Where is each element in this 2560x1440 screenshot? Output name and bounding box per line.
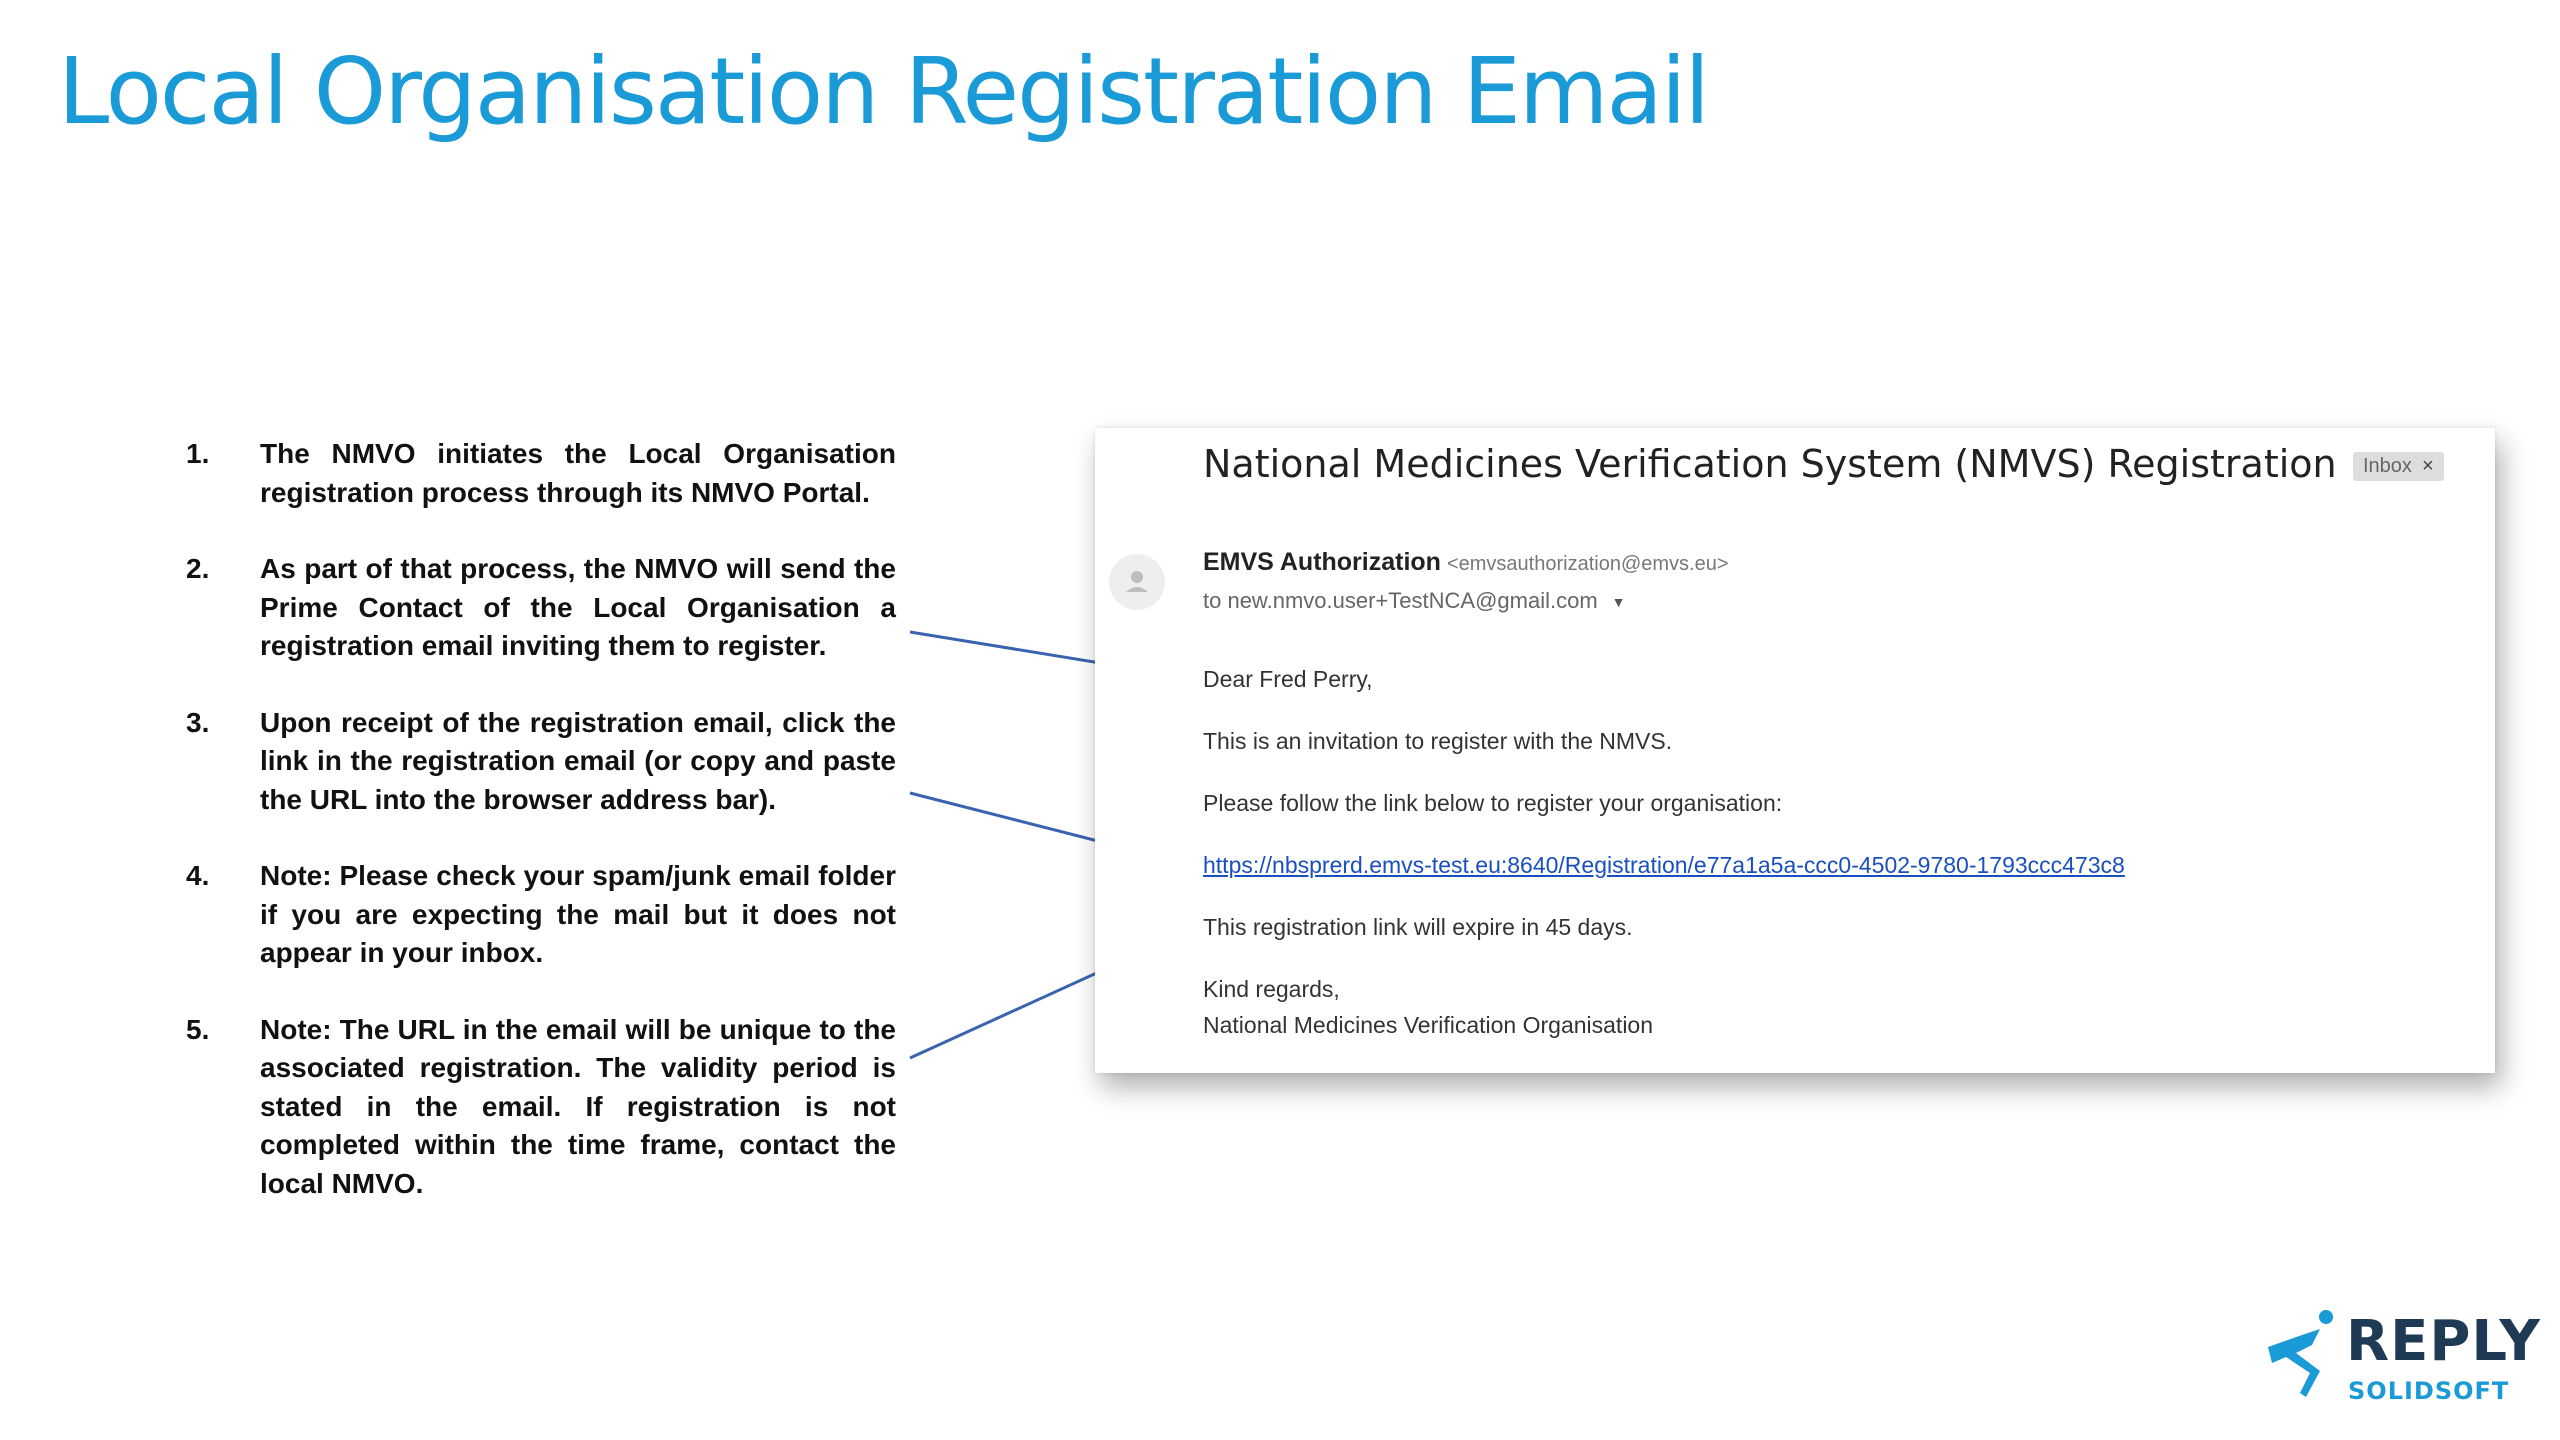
logo-subtitle: SOLIDSOFT xyxy=(2348,1377,2510,1405)
step-number: 4. xyxy=(186,860,210,891)
sender-name: EMVS Authorization xyxy=(1203,548,1441,576)
person-icon xyxy=(1109,554,1165,610)
inbox-label-badge[interactable] xyxy=(2353,452,2444,481)
email-closing: Kind regards, xyxy=(1203,976,1340,1002)
step-item xyxy=(186,857,896,973)
step-text: Upon receipt of the registration email, click the link in the registration email (or copy and paste the URL into the browser address bar). xyxy=(260,706,896,815)
sender-row xyxy=(1203,548,1729,577)
sender-email: <emvsauthorization@emvs.eu> xyxy=(1446,553,1729,575)
chevron-down-icon[interactable]: ▼ xyxy=(1611,594,1626,611)
close-icon[interactable]: × xyxy=(2421,455,2434,477)
step-item xyxy=(186,1011,896,1204)
reply-solidsoft-logo xyxy=(2262,1305,2542,1415)
email-expiry-note: This registration link will expire in 45 days. xyxy=(1203,914,1633,940)
step-text: Note: Please check your spam/junk email folder if you are expecting the mail but it does not appear in your inbox. xyxy=(260,860,896,968)
runner-logo-icon xyxy=(2262,1305,2348,1401)
step-number: 3. xyxy=(186,706,210,738)
email-screenshot xyxy=(1095,428,2495,1073)
step-number: 2. xyxy=(186,553,210,584)
email-intro: This is an invitation to register with the NMVS. xyxy=(1203,728,1673,754)
email-subject: National Medicines Verification System (NMVS) Registration xyxy=(1203,442,2337,486)
step-text: The NMVO initiates the Local Organisation registration process through its NMVO Portal. xyxy=(260,438,896,508)
step-text: Note: The URL in the email will be unique to the associated registration. The validity period is stated in the email. If registration is not completed within the time frame, contact the local NMVO. xyxy=(260,1013,896,1199)
logo-wordmark: REPLY xyxy=(2346,1309,2541,1374)
registration-link[interactable]: https://nbsprerd.emvs-test.eu:8640/Registration/e77a1a5a-ccc0-4502-9780-1793ccc473c8 xyxy=(1203,852,2125,878)
step-item xyxy=(186,550,896,666)
email-instruction: Please follow the link below to register your organisation: xyxy=(1203,790,1783,816)
step-number: 5. xyxy=(186,1013,210,1045)
step-item xyxy=(186,435,896,512)
recipient-text: to new.nmvo.user+TestNCA@gmail.com xyxy=(1203,588,1598,613)
email-greeting: Dear Fred Perry, xyxy=(1203,666,1373,692)
steps-list xyxy=(186,435,896,1241)
step-item xyxy=(186,704,896,820)
step-text: As part of that process, the NMVO will send the Prime Contact of the Local Organisation a registration email inviting them to register. xyxy=(260,553,896,661)
step-number: 1. xyxy=(186,438,210,469)
slide-title: Local Organisation Registration Email xyxy=(58,38,1709,145)
avatar xyxy=(1109,554,1165,610)
email-signature: National Medicines Verification Organisation xyxy=(1203,1012,1654,1038)
inbox-label: Inbox xyxy=(2363,455,2412,477)
recipient-row[interactable] xyxy=(1203,588,1626,614)
